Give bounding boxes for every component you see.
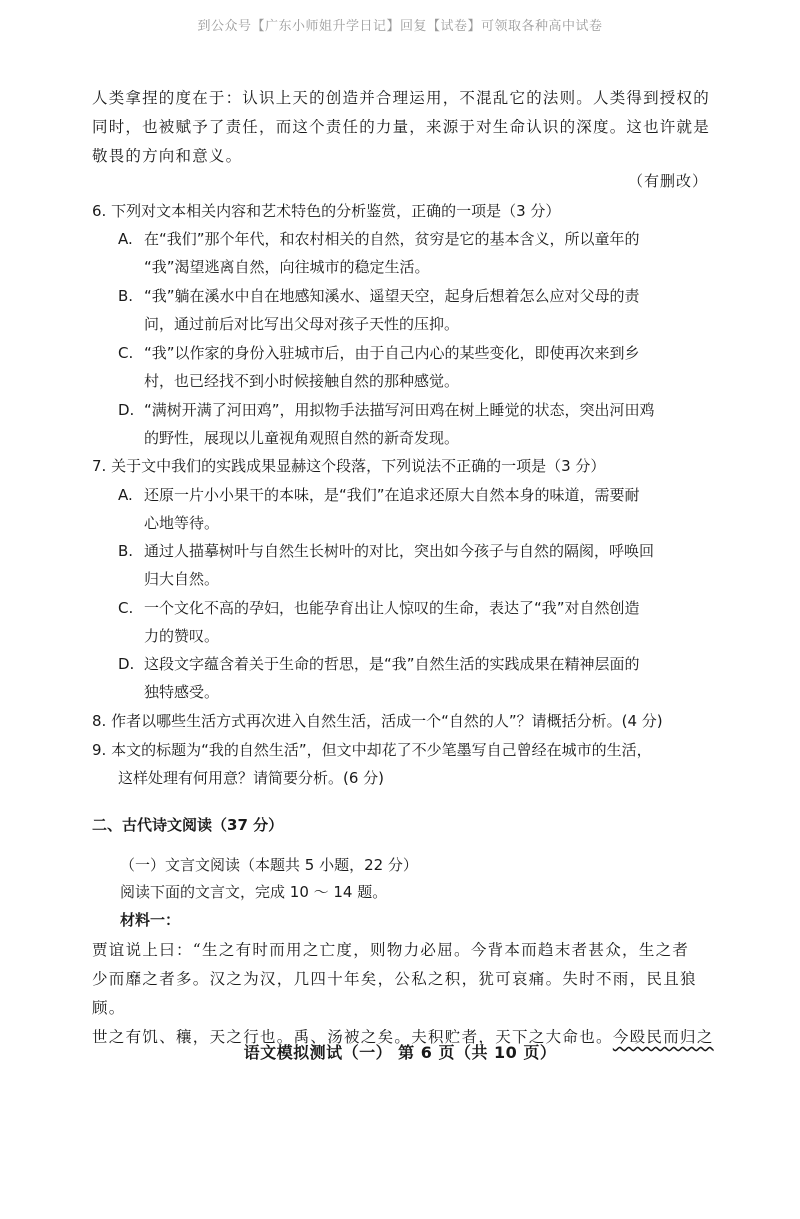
classical-line: 贾谊说上曰：“生之有时而用之亡度，则物力必屈。今背本而趋末者甚众，生之者	[92, 941, 690, 959]
option-letter: A.	[118, 486, 133, 504]
option-text: “满树开满了河田鸡”，用拟物手法描写河田鸡在树上睡觉的状态，突出河田鸡	[144, 401, 655, 419]
question-7-option-b	[118, 537, 718, 593]
subsection-title: （一）文言文阅读（本题共 5 小题，22 分）	[120, 856, 418, 874]
option-text: 还原一片小小果干的本味，是“我们”在追求还原大自然本身的味道，需要耐	[144, 486, 640, 504]
question-6-option-c	[118, 339, 718, 395]
question-7-option-a	[118, 481, 718, 537]
question-7-option-d	[118, 650, 718, 706]
question-9-line2: 这样处理有何用意？请简要分析。(6 分)	[118, 769, 385, 787]
classical-text	[92, 936, 714, 1052]
question-6-option-a	[118, 225, 718, 281]
question-9-line1: 9. 本文的标题为“我的自然生活”，但文中却花了不少笔墨写自己曾经在城市的生活，	[92, 741, 652, 759]
classical-line: 少而靡之者多。汉之为汉，几四十年矣，公私之积，犹可哀痛。失时不雨，民且狼顾。	[92, 970, 697, 1017]
question-7-stem: 7. 关于文中我们的实践成果显赫这个段落，下列说法不正确的一项是（3 分）	[92, 457, 606, 475]
option-letter: B.	[118, 287, 134, 305]
option-letter: A.	[118, 230, 133, 248]
question-6-stem: 6. 下列对文本相关内容和艺术特色的分析鉴赏，正确的一项是（3 分）	[92, 202, 561, 220]
option-text: “我”躺在溪水中自在地感知溪水、遥望天空，起身后想着怎么应对父母的责	[144, 287, 640, 305]
option-text-cont: 的野性，展现以儿童视角观照自然的新奇发现。	[144, 429, 460, 447]
option-text: 一个文化不高的孕妇，也能孕育出让人惊叹的生命，表达了“我”对自然创造	[144, 599, 640, 617]
option-text-cont: “我”渴望逃离自然，向往城市的稳定生活。	[144, 258, 430, 276]
option-text: “我”以作家的身份入驻城市后，由于自己内心的某些变化，即使再次来到乡	[144, 344, 640, 362]
question-7-option-c	[118, 594, 718, 650]
wavy-underlined-text: 今殴民而归之	[612, 1028, 714, 1046]
option-text-cont: 心地等待。	[144, 514, 220, 532]
option-letter: D.	[118, 401, 135, 419]
question-8: 8. 作者以哪些生活方式再次进入自然生活，活成一个“自然的人”？请概括分析。(4 分)	[92, 712, 663, 730]
option-text-cont: 归大自然。	[144, 570, 220, 588]
option-text-cont: 力的赞叹。	[144, 627, 220, 645]
passage-line: 敬畏的方向和意义。	[92, 147, 243, 165]
material-label: 材料一：	[120, 911, 181, 929]
watermark-banner: 到公众号【广东小师姐升学日记】回复【试卷】可领取各种高中试卷	[197, 19, 603, 34]
section-title: 二、古代诗文阅读（37 分）	[92, 816, 284, 834]
option-letter: C.	[118, 599, 134, 617]
option-text-cont: 问，通过前后对比写出父母对孩子天性的压抑。	[144, 315, 460, 333]
classical-line-text: 世之有饥、穰，天之行也。禹、汤被之矣。夫积贮者，天下之大命也。	[92, 1028, 613, 1046]
passage-paragraph	[92, 84, 710, 171]
option-text: 在“我们”那个年代，和农村相关的自然，贫穷是它的基本含义，所以童年的	[144, 230, 640, 248]
option-text-cont: 村，也已经找不到小时候接触自然的那种感觉。	[144, 372, 460, 390]
option-text: 通过人描摹树叶与自然生长树叶的对比，突出如今孩子与自然的隔阂，呼唤回	[144, 542, 655, 560]
option-text: 这段文字蕴含着关于生命的哲思，是“我”自然生活的实践成果在精神层面的	[144, 655, 640, 673]
option-text-cont: 独特感受。	[144, 683, 220, 701]
page-footer: 语文模拟测试（一） 第 6 页（共 10 页）	[243, 1043, 557, 1062]
reading-instruction: 阅读下面的文言文，完成 10 ～ 14 题。	[120, 883, 388, 901]
source-note: （有删改）	[627, 172, 708, 190]
option-letter: C.	[118, 344, 134, 362]
passage-line: 人类拿捏的度在于：认识上天的创造并合理运用，不混乱它的法则。人类得到授权的	[92, 89, 710, 107]
passage-line: 同时，也被赋予了责任，而这个责任的力量，来源于对生命认识的深度。这也许就是	[92, 118, 710, 136]
question-6-option-d	[118, 396, 718, 452]
question-6-option-b	[118, 282, 718, 338]
option-letter: D.	[118, 655, 135, 673]
option-letter: B.	[118, 542, 134, 560]
